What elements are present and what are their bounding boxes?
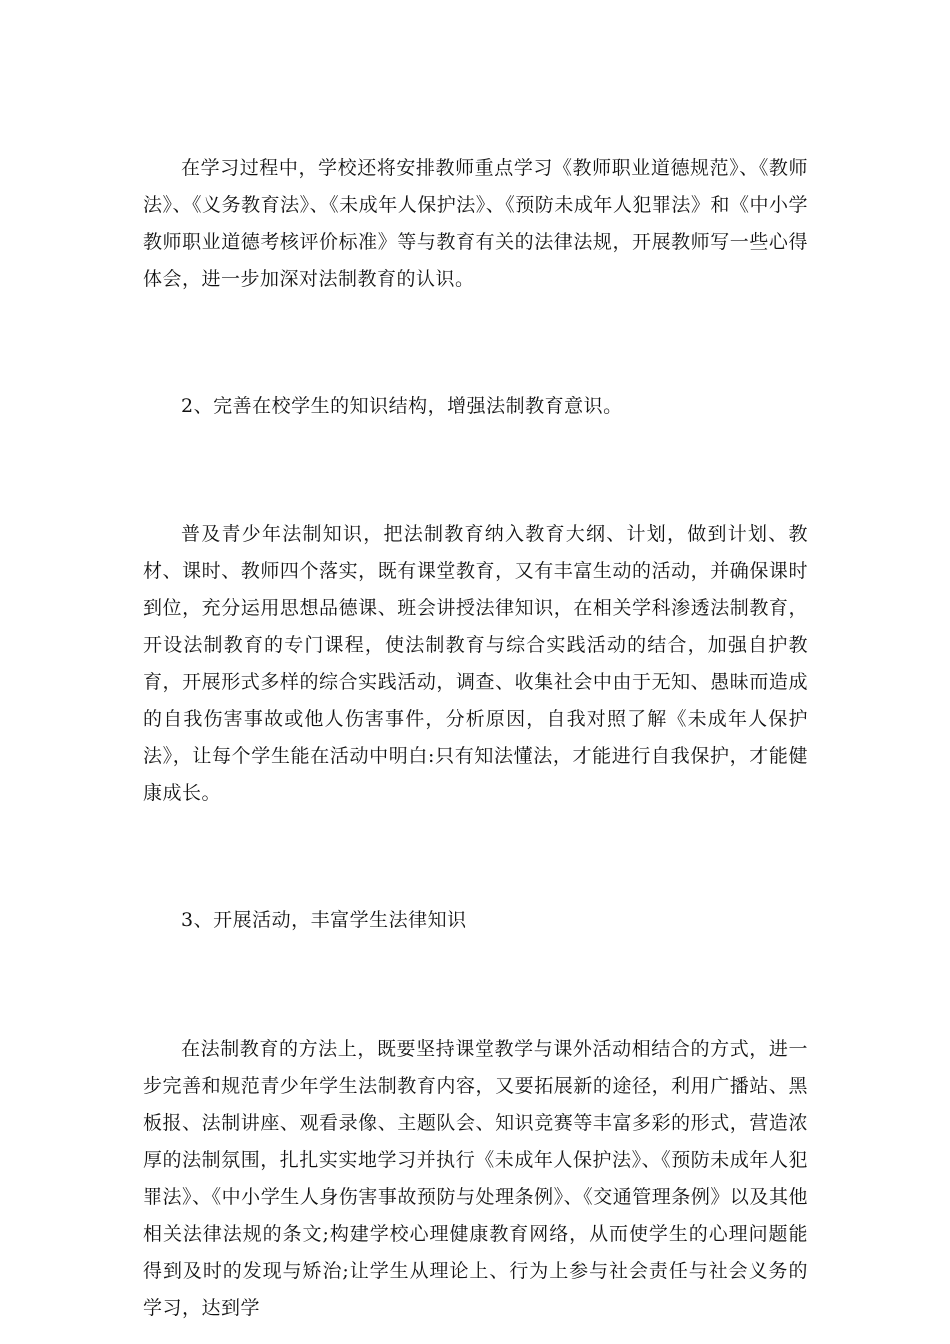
paragraph-law-education-methods: 在法制教育的方法上，既要坚持课堂教学与课外活动相结合的方式，进一步完善和规范青少年学生法制教育内容，又要拓展新的途径，利用广播站、黑板报、法制讲座、观看录像、主题队会、知识竞赛等丰富多彩的形式，营造浓厚的法制氛围，扎扎实实地学习并执行《未成年人保护法》、《预防未成年人犯罪法》、《中小学生人身伤害事故预防与处理条例》、《交通管理条例》以及其他相关法律法规的条文;构建学校心理健康教育网络，从而使学生的心理问题能得到及时的发现与矫治;让学生从理论上、行为上参与社会责任与社会义务的学习，达到学	[143, 1038, 808, 1319]
paragraph-student-law-knowledge: 普及青少年法制知识，把法制教育纳入教育大纲、计划，做到计划、教材、课时、教师四个落实，既有课堂教育，又有丰富生动的活动，并确保课时到位，充分运用思想品德课、班会讲授法律知识，在相关学科渗透法制教育，开设法制教育的专门课程，使法制教育与综合实践活动的结合，加强自护教育，开展形式多样的综合实践活动，调查、收集社会中由于无知、愚昧而造成的自我伤害事故或他人伤害事件，分析原因，自我对照了解《未成年人保护法》，让每个学生能在活动中明白:只有知法懂法，才能进行自我保护，才能健康成长。	[143, 523, 808, 804]
section-heading-2: 2、完善在校学生的知识结构，增强法制教育意识。	[181, 395, 623, 417]
paragraph-teacher-law-study: 在学习过程中，学校还将安排教师重点学习《教师职业道德规范》、《教师法》、《义务教育法》、《未成年人保护法》、《预防未成年人犯罪法》和《中小学教师职业道德考核评价标准》等与教育有关的法律法规，开展教师写一些心得体会，进一步加深对法制教育的认识。	[143, 157, 808, 290]
section-heading-3: 3、开展活动，丰富学生法律知识	[181, 909, 467, 931]
document-body	[143, 150, 808, 1327]
